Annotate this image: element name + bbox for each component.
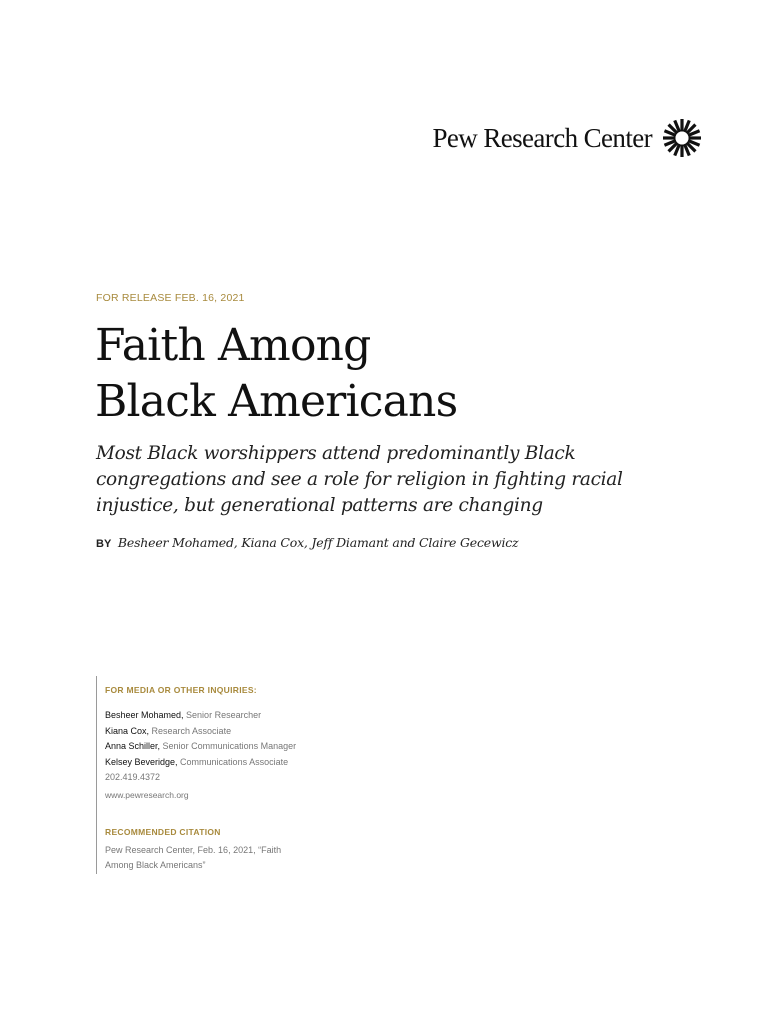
contact-person <box>105 708 396 724</box>
byline-authors: Besheer Mohamed, Kiana Cox, Jeff Diamant and Claire Gecewicz <box>117 535 519 550</box>
citation-text <box>105 843 396 873</box>
website-link[interactable]: www.pewresearch.org <box>105 789 189 800</box>
contact-name: Kiana Cox, <box>105 725 150 736</box>
pew-logo <box>432 118 702 158</box>
contact-role: Senior Communications Manager <box>160 741 297 751</box>
logo-wordmark: Pew Research Center <box>432 122 652 153</box>
contact-role: Research Associate <box>149 725 232 736</box>
contact-role: Communications Associate <box>177 756 289 767</box>
subtitle-line-1: Most Black worshippers attend predominantly Black <box>96 443 576 464</box>
contact-person <box>105 739 396 755</box>
report-title <box>95 318 695 430</box>
contact-person <box>105 724 396 740</box>
contact-name: Besheer Mohamed, <box>105 710 184 720</box>
release-date: FOR RELEASE FEB. 16, 2021 <box>96 292 245 304</box>
citation-label: RECOMMENDED CITATION <box>105 826 221 837</box>
media-contact-box <box>96 676 396 874</box>
contact-name: Kelsey Beveridge, <box>105 756 178 767</box>
contact-person <box>105 755 396 771</box>
subtitle-line-2: congregations and see a role for religion in fighting racial <box>96 469 623 490</box>
contact-phone: 202.419.4372 <box>105 772 161 782</box>
report-title-line-2: Black Americans <box>95 376 458 427</box>
report-title-line-1: Faith Among <box>95 320 371 371</box>
sunburst-icon <box>662 118 702 158</box>
citation-line-1: Pew Research Center, Feb. 16, 2021, “Faith <box>105 844 282 855</box>
byline-prefix: BY <box>96 538 112 550</box>
subtitle-line-3: injustice, but generational patterns are changing <box>96 495 543 516</box>
media-inquiries-label: FOR MEDIA OR OTHER INQUIRIES: <box>105 685 257 695</box>
byline <box>96 535 518 550</box>
contact-role: Senior Researcher <box>183 710 262 720</box>
contact-name: Anna Schiller, <box>105 741 161 751</box>
citation-line-2: Among Black Americans” <box>105 859 206 870</box>
report-subtitle <box>96 441 676 519</box>
